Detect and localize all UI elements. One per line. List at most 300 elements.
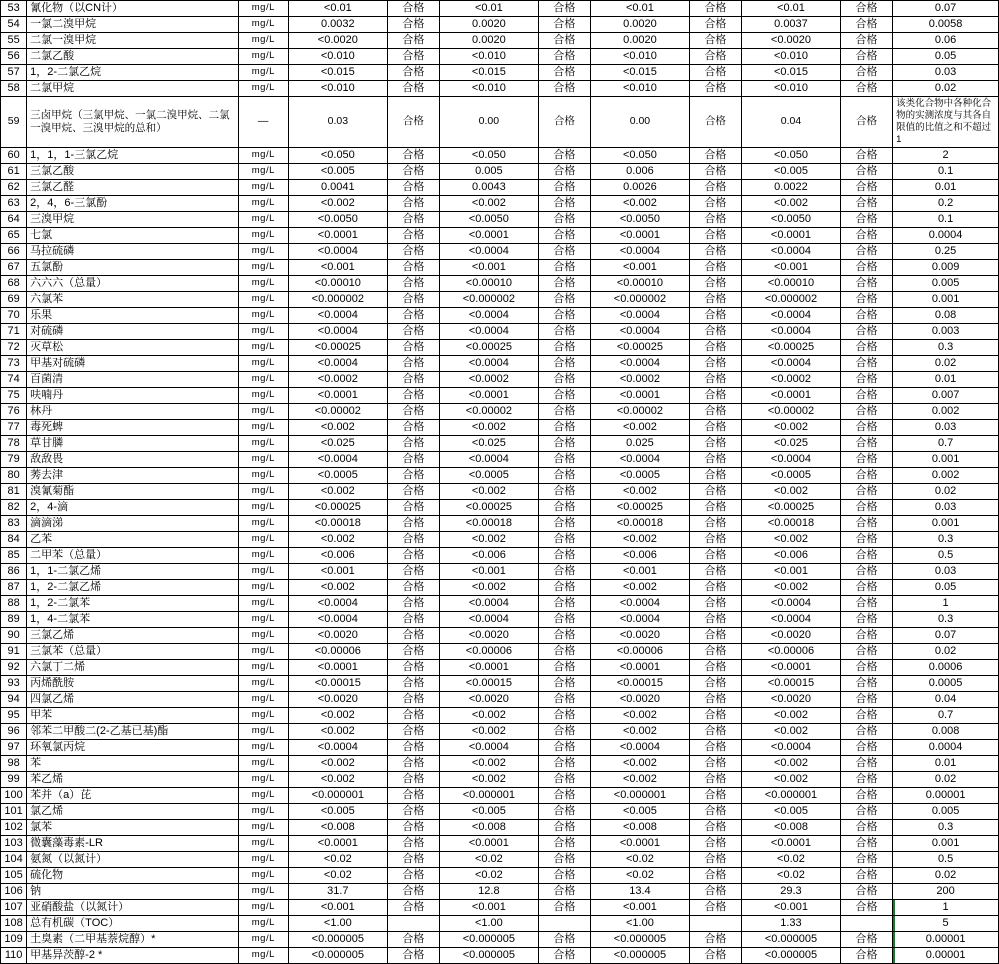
judgement-2: 合格 [538, 579, 590, 595]
measured-value-1: <0.000005 [288, 947, 387, 963]
judgement-1: 合格 [387, 307, 439, 323]
measured-value-2: <0.02 [440, 867, 539, 883]
judgement-3: 合格 [689, 547, 741, 563]
row-index: 76 [1, 403, 27, 419]
table-row [1, 531, 999, 547]
item-name: 三溴甲烷 [27, 211, 238, 227]
measured-value-4: <0.02 [742, 867, 841, 883]
unit: mg/L [238, 771, 288, 787]
table-row [1, 97, 999, 148]
measured-value-4: 0.04 [742, 97, 841, 148]
judgement-4: 合格 [840, 467, 892, 483]
judgement-2: 合格 [538, 803, 590, 819]
judgement-3: 合格 [689, 17, 741, 33]
row-index: 98 [1, 755, 27, 771]
measured-value-1: <0.006 [288, 547, 387, 563]
table-row [1, 179, 999, 195]
measured-value-4: 29.3 [742, 883, 841, 899]
unit: mg/L [238, 179, 288, 195]
table-row [1, 467, 999, 483]
measured-value-3: <0.002 [591, 531, 690, 547]
table-row [1, 243, 999, 259]
judgement-2: 合格 [538, 147, 590, 163]
unit: mg/L [238, 851, 288, 867]
item-name: 乐果 [27, 307, 238, 323]
measured-value-2: <0.0004 [440, 307, 539, 323]
judgement-3: 合格 [689, 579, 741, 595]
row-index: 86 [1, 563, 27, 579]
table-row [1, 675, 999, 691]
table-row [1, 259, 999, 275]
unit: mg/L [238, 419, 288, 435]
judgement-1: 合格 [387, 147, 439, 163]
item-name: 甲基异茨醇-2 * [27, 947, 238, 963]
table-row [1, 211, 999, 227]
judgement-2: 合格 [538, 227, 590, 243]
limit-value: 0.02 [893, 867, 999, 883]
measured-value-1: <0.0004 [288, 595, 387, 611]
row-index: 68 [1, 275, 27, 291]
item-name: 林丹 [27, 403, 238, 419]
judgement-2: 合格 [538, 659, 590, 675]
item-name: 2，4-滴 [27, 499, 238, 515]
limit-value: 0.01 [893, 755, 999, 771]
item-name: 氨氮（以氮计） [27, 851, 238, 867]
measured-value-1: <0.025 [288, 435, 387, 451]
limit-value: 0.0004 [893, 739, 999, 755]
judgement-3: 合格 [689, 291, 741, 307]
unit: mg/L [238, 467, 288, 483]
measured-value-4: <0.0004 [742, 307, 841, 323]
limit-value: 0.02 [893, 81, 999, 97]
unit: mg/L [238, 867, 288, 883]
row-index: 69 [1, 291, 27, 307]
row-index: 93 [1, 675, 27, 691]
measured-value-3: <0.01 [591, 1, 690, 17]
table-row [1, 643, 999, 659]
judgement-2: 合格 [538, 819, 590, 835]
judgement-2: 合格 [538, 371, 590, 387]
judgement-3: 合格 [689, 675, 741, 691]
table-body [1, 1, 999, 964]
item-name: 1，1，1-三氯乙烷 [27, 147, 238, 163]
judgement-1: 合格 [387, 611, 439, 627]
measured-value-3: 0.0026 [591, 179, 690, 195]
judgement-3: 合格 [689, 451, 741, 467]
item-name: 莠去津 [27, 467, 238, 483]
judgement-4: 合格 [840, 867, 892, 883]
measured-value-3: <0.0001 [591, 835, 690, 851]
limit-value: 0.3 [893, 339, 999, 355]
row-index: 88 [1, 595, 27, 611]
row-index: 66 [1, 243, 27, 259]
measured-value-4: <0.000005 [742, 931, 841, 947]
measured-value-1: <0.002 [288, 531, 387, 547]
measured-value-4: <0.008 [742, 819, 841, 835]
row-index: 60 [1, 147, 27, 163]
judgement-1: 合格 [387, 1, 439, 17]
judgement-2: 合格 [538, 867, 590, 883]
judgement-2: 合格 [538, 339, 590, 355]
unit: mg/L [238, 451, 288, 467]
judgement-2: 合格 [538, 611, 590, 627]
judgement-4: 合格 [840, 243, 892, 259]
limit-value: 0.00001 [893, 947, 999, 963]
item-name: 乙苯 [27, 531, 238, 547]
measured-value-2: <0.001 [440, 259, 539, 275]
measured-value-4: <0.01 [742, 1, 841, 17]
row-index: 65 [1, 227, 27, 243]
row-index: 101 [1, 803, 27, 819]
limit-value: 0.002 [893, 467, 999, 483]
item-name: 苯 [27, 755, 238, 771]
unit: mg/L [238, 65, 288, 81]
measured-value-2: <0.0002 [440, 371, 539, 387]
item-name: 邻苯二甲酸二(2-乙基已基)酯 [27, 723, 238, 739]
measured-value-4: <0.000005 [742, 947, 841, 963]
judgement-2: 合格 [538, 307, 590, 323]
unit: mg/L [238, 323, 288, 339]
unit: mg/L [238, 883, 288, 899]
judgement-1: 合格 [387, 451, 439, 467]
measured-value-1: <0.005 [288, 163, 387, 179]
unit: mg/L [238, 659, 288, 675]
measured-value-3: <0.000005 [591, 931, 690, 947]
row-index: 104 [1, 851, 27, 867]
item-name: 毒死蜱 [27, 419, 238, 435]
measured-value-1: <0.00010 [288, 275, 387, 291]
table-row [1, 947, 999, 963]
judgement-2: 合格 [538, 675, 590, 691]
judgement-2: 合格 [538, 883, 590, 899]
measured-value-2: <0.002 [440, 483, 539, 499]
judgement-2: 合格 [538, 211, 590, 227]
judgement-1: 合格 [387, 499, 439, 515]
row-index: 56 [1, 49, 27, 65]
measured-value-1: <0.0004 [288, 451, 387, 467]
judgement-4: 合格 [840, 163, 892, 179]
judgement-3: 合格 [689, 627, 741, 643]
measured-value-2: <0.00018 [440, 515, 539, 531]
measured-value-1: <0.000001 [288, 787, 387, 803]
judgement-1: 合格 [387, 483, 439, 499]
measured-value-3: <0.02 [591, 851, 690, 867]
measured-value-1: <0.002 [288, 771, 387, 787]
unit: mg/L [238, 707, 288, 723]
judgement-1: 合格 [387, 243, 439, 259]
row-index: 55 [1, 33, 27, 49]
item-name: 三氯乙烯 [27, 627, 238, 643]
judgement-3: 合格 [689, 755, 741, 771]
measured-value-2: <0.000005 [440, 947, 539, 963]
table-row [1, 403, 999, 419]
item-name: 苯并（a）芘 [27, 787, 238, 803]
measured-value-4: <0.0001 [742, 387, 841, 403]
row-index: 102 [1, 819, 27, 835]
measured-value-4: <0.00010 [742, 275, 841, 291]
unit: mg/L [238, 835, 288, 851]
judgement-4: 合格 [840, 643, 892, 659]
judgement-3: 合格 [689, 97, 741, 148]
judgement-1 [387, 915, 439, 931]
measured-value-2: <0.01 [440, 1, 539, 17]
row-index: 81 [1, 483, 27, 499]
judgement-2: 合格 [538, 851, 590, 867]
table-row [1, 851, 999, 867]
measured-value-4: <0.010 [742, 49, 841, 65]
measured-value-1: <1.00 [288, 915, 387, 931]
unit: — [238, 97, 288, 148]
judgement-4: 合格 [840, 659, 892, 675]
unit: mg/L [238, 531, 288, 547]
judgement-2: 合格 [538, 483, 590, 499]
judgement-1: 合格 [387, 65, 439, 81]
measured-value-1: 0.03 [288, 97, 387, 148]
measured-value-3: <0.010 [591, 81, 690, 97]
judgement-2: 合格 [538, 17, 590, 33]
row-index: 90 [1, 627, 27, 643]
measured-value-1: 31.7 [288, 883, 387, 899]
measured-value-2: <0.000002 [440, 291, 539, 307]
item-name: 环氧氯丙烷 [27, 739, 238, 755]
judgement-3: 合格 [689, 419, 741, 435]
measured-value-4: <0.002 [742, 531, 841, 547]
judgement-2: 合格 [538, 643, 590, 659]
limit-value: 0.07 [893, 1, 999, 17]
judgement-3: 合格 [689, 371, 741, 387]
measured-value-4: <0.00006 [742, 643, 841, 659]
item-name: 四氯乙烯 [27, 691, 238, 707]
unit: mg/L [238, 579, 288, 595]
judgement-1: 合格 [387, 643, 439, 659]
measured-value-2: <0.0004 [440, 739, 539, 755]
row-index: 67 [1, 259, 27, 275]
judgement-3: 合格 [689, 163, 741, 179]
row-index: 59 [1, 97, 27, 148]
measured-value-2: <0.00015 [440, 675, 539, 691]
judgement-3: 合格 [689, 787, 741, 803]
row-index: 54 [1, 17, 27, 33]
measured-value-2: <0.002 [440, 195, 539, 211]
measured-value-2: <0.006 [440, 547, 539, 563]
judgement-3: 合格 [689, 195, 741, 211]
table-row [1, 595, 999, 611]
measured-value-4: <0.0004 [742, 355, 841, 371]
measured-value-4: <0.02 [742, 851, 841, 867]
unit: mg/L [238, 947, 288, 963]
table-row [1, 33, 999, 49]
table-row [1, 819, 999, 835]
measured-value-2: <0.010 [440, 81, 539, 97]
limit-value: 0.009 [893, 259, 999, 275]
judgement-4: 合格 [840, 291, 892, 307]
measured-value-1: <0.0004 [288, 739, 387, 755]
table-row [1, 739, 999, 755]
judgement-4: 合格 [840, 387, 892, 403]
judgement-2: 合格 [538, 723, 590, 739]
measured-value-2: <0.0020 [440, 691, 539, 707]
measured-value-1: <0.010 [288, 49, 387, 65]
measured-value-2: <1.00 [440, 915, 539, 931]
unit: mg/L [238, 483, 288, 499]
measured-value-4: <0.0004 [742, 739, 841, 755]
limit-value: 0.03 [893, 563, 999, 579]
judgement-1: 合格 [387, 627, 439, 643]
unit: mg/L [238, 547, 288, 563]
judgement-2: 合格 [538, 691, 590, 707]
measured-value-3: <0.002 [591, 723, 690, 739]
table-row [1, 547, 999, 563]
measured-value-1: <0.002 [288, 195, 387, 211]
measured-value-4: <0.002 [742, 579, 841, 595]
judgement-4: 合格 [840, 579, 892, 595]
judgement-4: 合格 [840, 627, 892, 643]
row-index: 62 [1, 179, 27, 195]
measured-value-3: <0.0004 [591, 595, 690, 611]
item-name: 六氯苯 [27, 291, 238, 307]
measured-value-1: <0.0020 [288, 691, 387, 707]
table-row [1, 81, 999, 97]
measured-value-4: <0.0001 [742, 227, 841, 243]
item-name: 二氯一溴甲烷 [27, 33, 238, 49]
unit: mg/L [238, 819, 288, 835]
judgement-3: 合格 [689, 867, 741, 883]
judgement-2: 合格 [538, 163, 590, 179]
judgement-1: 合格 [387, 723, 439, 739]
row-index: 75 [1, 387, 27, 403]
judgement-2: 合格 [538, 243, 590, 259]
judgement-4: 合格 [840, 595, 892, 611]
limit-value: 200 [893, 883, 999, 899]
judgement-3: 合格 [689, 835, 741, 851]
judgement-4: 合格 [840, 355, 892, 371]
judgement-3: 合格 [689, 771, 741, 787]
judgement-4: 合格 [840, 339, 892, 355]
judgement-3: 合格 [689, 147, 741, 163]
measured-value-4: <0.010 [742, 81, 841, 97]
measured-value-3: <0.00018 [591, 515, 690, 531]
limit-value: 0.007 [893, 387, 999, 403]
judgement-3: 合格 [689, 211, 741, 227]
judgement-2: 合格 [538, 931, 590, 947]
item-name: 溴氰菊酯 [27, 483, 238, 499]
limit-value: 0.7 [893, 707, 999, 723]
measured-value-1: <0.002 [288, 483, 387, 499]
judgement-4: 合格 [840, 899, 892, 915]
measured-value-4: <0.025 [742, 435, 841, 451]
row-index: 79 [1, 451, 27, 467]
judgement-4: 合格 [840, 451, 892, 467]
measured-value-3: <0.00002 [591, 403, 690, 419]
judgement-4: 合格 [840, 563, 892, 579]
table-row [1, 291, 999, 307]
measured-value-1: <0.0020 [288, 627, 387, 643]
row-index: 109 [1, 931, 27, 947]
measured-value-2: <0.0001 [440, 835, 539, 851]
judgement-2: 合格 [538, 323, 590, 339]
measured-value-1: 0.0041 [288, 179, 387, 195]
measured-value-1: <0.005 [288, 803, 387, 819]
measured-value-1: <0.002 [288, 419, 387, 435]
measured-value-1: <0.050 [288, 147, 387, 163]
measured-value-3: 0.006 [591, 163, 690, 179]
measured-value-3: <0.02 [591, 867, 690, 883]
unit: mg/L [238, 595, 288, 611]
measured-value-2: <0.002 [440, 707, 539, 723]
measured-value-1: <0.002 [288, 579, 387, 595]
limit-value: 0.0004 [893, 227, 999, 243]
table-row [1, 867, 999, 883]
item-name: 六氯丁二烯 [27, 659, 238, 675]
measured-value-2: <0.000001 [440, 787, 539, 803]
table-row [1, 435, 999, 451]
judgement-3: 合格 [689, 515, 741, 531]
unit: mg/L [238, 803, 288, 819]
limit-value: 0.1 [893, 211, 999, 227]
judgement-4: 合格 [840, 851, 892, 867]
judgement-1: 合格 [387, 403, 439, 419]
measured-value-1: <0.0050 [288, 211, 387, 227]
judgement-1: 合格 [387, 547, 439, 563]
judgement-3: 合格 [689, 243, 741, 259]
judgement-1: 合格 [387, 819, 439, 835]
measured-value-2: <0.001 [440, 563, 539, 579]
judgement-2: 合格 [538, 81, 590, 97]
measured-value-4: <0.00025 [742, 339, 841, 355]
measured-value-2: <0.025 [440, 435, 539, 451]
judgement-1: 合格 [387, 33, 439, 49]
item-name: 二氯甲烷 [27, 81, 238, 97]
item-name: 钠 [27, 883, 238, 899]
measured-value-4: <0.002 [742, 723, 841, 739]
judgement-3: 合格 [689, 259, 741, 275]
limit-value: 0.03 [893, 419, 999, 435]
measured-value-2: 0.0020 [440, 33, 539, 49]
judgement-2: 合格 [538, 65, 590, 81]
judgement-1: 合格 [387, 931, 439, 947]
measured-value-2: <0.0005 [440, 467, 539, 483]
judgement-1: 合格 [387, 947, 439, 963]
limit-value: 0.001 [893, 515, 999, 531]
unit: mg/L [238, 291, 288, 307]
judgement-3: 合格 [689, 339, 741, 355]
measured-value-4: <0.0020 [742, 627, 841, 643]
judgement-4: 合格 [840, 755, 892, 771]
measured-value-2: <0.002 [440, 771, 539, 787]
row-index: 103 [1, 835, 27, 851]
limit-value: 0.5 [893, 547, 999, 563]
measured-value-3: <0.00010 [591, 275, 690, 291]
measured-value-3: <0.0004 [591, 739, 690, 755]
measured-value-2: <0.0004 [440, 595, 539, 611]
judgement-3: 合格 [689, 227, 741, 243]
measured-value-4: 1.33 [742, 915, 841, 931]
row-index: 95 [1, 707, 27, 723]
table-row [1, 387, 999, 403]
item-name: 1，4-二氯苯 [27, 611, 238, 627]
measured-value-3: <0.002 [591, 771, 690, 787]
judgement-2: 合格 [538, 499, 590, 515]
measured-value-2: <0.00025 [440, 339, 539, 355]
judgement-2: 合格 [538, 435, 590, 451]
item-name: 敌敌畏 [27, 451, 238, 467]
measured-value-1: <0.0001 [288, 659, 387, 675]
table-row [1, 915, 999, 931]
limit-value: 0.5 [893, 851, 999, 867]
measured-value-3: <0.0004 [591, 355, 690, 371]
judgement-2: 合格 [538, 179, 590, 195]
judgement-4: 合格 [840, 819, 892, 835]
